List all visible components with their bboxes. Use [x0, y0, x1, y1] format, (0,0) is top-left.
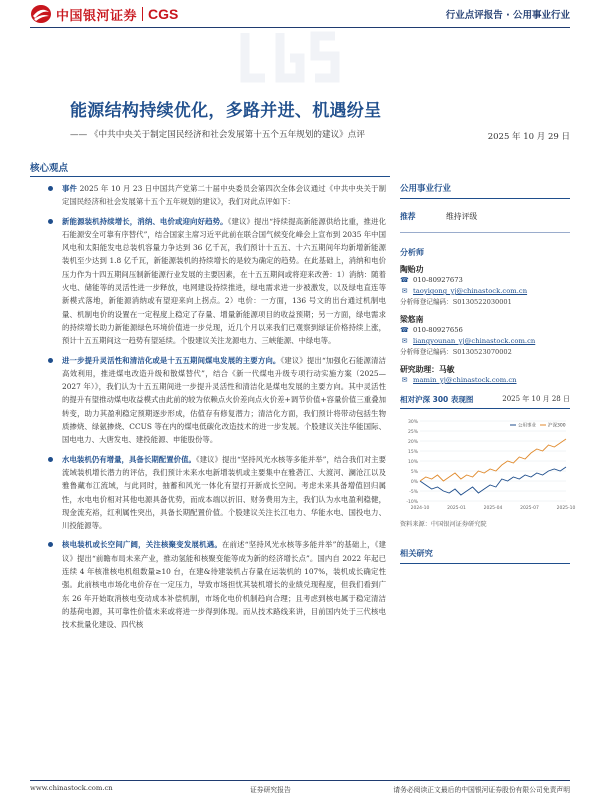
- footer-center: 证券研究报告: [250, 786, 291, 794]
- bullet-icon: [48, 358, 53, 363]
- phone-icon: ☎: [400, 326, 409, 334]
- report-type: 行业点评报告 · 公用事业行业: [445, 10, 570, 21]
- analyst-phone: [400, 325, 570, 336]
- chart-legend-label: 沪深300: [548, 423, 566, 429]
- chart-x-tick-label: 2025-10: [556, 506, 576, 511]
- assistant-email: [400, 375, 570, 386]
- paragraph-coal-power: [40, 354, 386, 447]
- phone-text: 010-80927673: [413, 276, 463, 284]
- email-link[interactable]: mamin_yj@chinastock.com.cn: [413, 376, 517, 384]
- analyst-registration: 分析师登记编码：S0130523070002: [400, 348, 512, 356]
- chart-y-tick-label: 25%: [407, 430, 418, 435]
- chart-x-tick-label: 2025-04: [483, 506, 503, 511]
- bullet-icon: [48, 186, 53, 191]
- paragraph-lead: 新能源装机持续增长，消纳、电价或迎向好趋势。: [62, 216, 228, 226]
- paragraph-event: [40, 182, 386, 209]
- chart-x-tick-label: 2024-10: [410, 506, 430, 511]
- analyst-phone: [400, 275, 570, 286]
- paragraph-lead: 事件: [62, 184, 78, 193]
- brand-name-cn: 中国银河证券: [56, 8, 138, 24]
- phone-text: 010-80927656: [413, 326, 463, 334]
- section-heading-core-views: 核心观点: [30, 163, 69, 174]
- paragraph-text: 《建议》提出“坚持风光水核等多能并举”，结合我们对主要流域装机增长潜力的评估，我们预计未来水电新增装机或主要集中在雅砻江、大渡河、澜沧江以及雅鲁藏布江流域，与此同时，抽蓄和风光一体化有望打开新成长空间。考虑未来具备增值回归属性，水电电价相对其他电源具备优势，而成本端以折旧、财务费用为主，我们认为水电盈利稳健，现金流充裕，红利属性突出，具备长期配置价值。个股建议关注长江电力、华能水电、国投电力、川投能源等。: [62, 454, 387, 531]
- rating-label: 推荐: [400, 212, 416, 221]
- footer-website[interactable]: www.chinastock.com.cn: [30, 784, 113, 792]
- chart-date: 2025 年 10 月 28 日: [502, 395, 570, 403]
- chart-y-tick-label: 5%: [410, 470, 418, 475]
- brand-logo-icon: [30, 4, 52, 24]
- paragraph-lead: 进一步提升灵活性和清洁化或是十五五期间煤电发展的主要方向。: [62, 355, 281, 365]
- section-divider: [30, 176, 390, 177]
- report-subtitle: —— 《中共中央关于制定国民经济和社会发展第十五个五年规划的建议》点评: [70, 130, 365, 140]
- analyst-block: [400, 314, 570, 358]
- paragraph-nuclear: [40, 538, 386, 631]
- chart-y-tick-label: 30%: [407, 420, 418, 425]
- related-research-heading: 相关研究: [400, 548, 570, 564]
- chart-legend-label: 公用事业: [518, 423, 536, 429]
- chart-title: 相对沪深 300 表现图: [400, 395, 474, 404]
- assistant-name: 研究助理：马敏: [400, 365, 455, 374]
- brand-logo: [30, 4, 178, 24]
- main-content: [40, 182, 386, 638]
- paragraph-text: 《建议》提出“加强化石能源清洁高效利用，推进煤电改造升级和散煤替代”，结合《新一代煤电升级专项行动实施方案（2025—2027 年）》，我们认为十五五期间进一步提升灵活性和清洁化是煤电发展的主要方向。其中灵活性的提升有望推动煤电收益模式由此前的较为依赖点火价差向点火价差+调节价值+容量价值三重叠加转变，助力其盈利稳定预期逐步形成，估值存有修复潜力；清洁化方面，我们预计将带动包括生物质掺烧、绿氨掺烧、CCUS 等在内的煤电低碳化改造技术的进一步发展。个股建议关注华能国际、国电电力、大唐发电、建投能源、申能股份等。: [62, 355, 386, 445]
- chart-y-tick-label: -10%: [406, 500, 418, 505]
- bullet-icon: [48, 219, 53, 224]
- chart-y-tick-label: 20%: [407, 440, 418, 445]
- chart-source: 资料来源：中国银河证券研究院: [400, 521, 487, 528]
- watermark-graphic: [235, 28, 365, 88]
- email-link[interactable]: taoyigong_yj@chinastock.com.cn: [413, 287, 528, 295]
- chart-x-tick-label: 2025-01: [447, 506, 466, 511]
- sidebar: [400, 182, 576, 564]
- chart-y-tick-label: -5%: [409, 490, 418, 495]
- phone-icon: ☎: [400, 276, 409, 284]
- bullet-icon: [48, 457, 53, 462]
- performance-chart: [400, 415, 576, 515]
- analyst-heading: 分析师: [400, 248, 424, 257]
- analyst-name: 梁悠南: [400, 315, 424, 324]
- footer-disclaimer: 请务必阅读正文最后的中国银河证券股份有限公司免责声明: [393, 786, 570, 794]
- bullet-icon: [48, 542, 53, 547]
- analyst-block: [400, 264, 570, 308]
- chart-x-tick-label: 2025-07: [520, 506, 539, 511]
- email-link[interactable]: liangyounan_yj@chinastock.com.cn: [413, 337, 536, 345]
- analyst-email: [400, 286, 570, 297]
- sidebar-divider: [400, 232, 570, 233]
- sidebar-industry: 公用事业行业: [400, 182, 570, 199]
- footer-divider: [30, 780, 570, 781]
- analyst-registration: 分析师登记编码：S0130522030001: [400, 298, 512, 306]
- paragraph-lead: 水电装机仍有增量，具备长期配置价值。: [62, 454, 196, 464]
- chart-series-line: [420, 439, 566, 481]
- chart-y-tick-label: 0%: [410, 480, 418, 485]
- report-date: 2025 年 10 月 29 日: [487, 132, 570, 142]
- chart-y-tick-label: 10%: [407, 460, 418, 465]
- mail-icon: ✉: [401, 337, 408, 345]
- performance-chart-svg: [400, 415, 576, 515]
- paragraph-text: 在前述“坚持风光水核等多能并举”的基础上，《建议》提出“前瞻布局未来产业，推动氢能和核聚变能等成为新的经济增长点”。国内自 2022 年起已连续 4 年核准核电机组数量≥10 台，在建&待建装机占存量在运装机的 107%，装机成长确定性强。此前核电市场化电价存在一定压力，导致市场担忧其装机增长的业绩兑现程度，但我们看到广东 26 年开始取消核电变动成本补偿机制，市场化电价机制趋向合理；且考虑到核电属于稳定清洁的基荷电源，其可靠性价值未来或将进一步得到体现。而从技术路线来讲，目前国内处于三代核电技术批量化建设、四代核: [62, 540, 386, 630]
- paragraph-hydropower: [40, 453, 386, 533]
- brand-name-en: CGS: [142, 7, 178, 21]
- paragraph-new-energy: [40, 215, 386, 348]
- analyst-email: [400, 336, 570, 347]
- rating-row: [400, 211, 570, 222]
- rating-value: 维持评级: [446, 212, 478, 221]
- paragraph-text: 《建议》提出“持续提高新能源供给比重，推进化石能源安全可靠有序替代”，结合国家主席习近平此前在联合国气候变化峰会上宣布到 2035 年中国风电和太阳能发电总装机容量力争达到 36 亿千瓦，我们预计十五五、十六五期间年均新增新能源装机至少达到 1.8 亿千瓦，新能源装机的持续增长的是较为确定的趋势。在此基础上，消纳和电价压力作为十四五期间压制新能源行业发展的主要因素，在十五五期间或将迎来改善：1）消纳：随着火电、储能等的灵活性进一步释放，电网建设持续推进，绿电需求进一步被激发，以及绿电直连等新模式落地，新能源消纳或有望迎来向上拐点。2）电价：一方面，136 号文的出台通过机制电量、机制电价的设置在一定程度上稳定了存量、增量新能源项目的收益预期；另一方面，绿电需求的持续增长助力新能源绿色环境价值进一步兑现，近几个月以来我们已观察到绿证价格持续上涨，预计十五五期间这一趋势有望延续。个股建议关注龙源电力、三峡能源、中绿电等。: [62, 216, 386, 346]
- analyst-name: 陶贻功: [400, 265, 424, 274]
- mail-icon: ✉: [401, 376, 408, 384]
- mail-icon: ✉: [401, 287, 408, 295]
- paragraph-text: 2025 年 10 月 23 日中国共产党第二十届中央委员会第四次全体会议通过《中共中央关于制定国民经济和社会发展第十五个五年规划的建议》，我们对此点评如下：: [62, 184, 386, 207]
- chart-header: [400, 394, 570, 409]
- page-header: [0, 0, 600, 26]
- report-title: 能源结构持续优化，多路并进、机遇纷呈: [70, 101, 382, 121]
- chart-y-tick-label: 15%: [407, 450, 418, 455]
- paragraph-lead: 核电装机或长空间广阔，关注核聚变发展机遇。: [62, 540, 222, 550]
